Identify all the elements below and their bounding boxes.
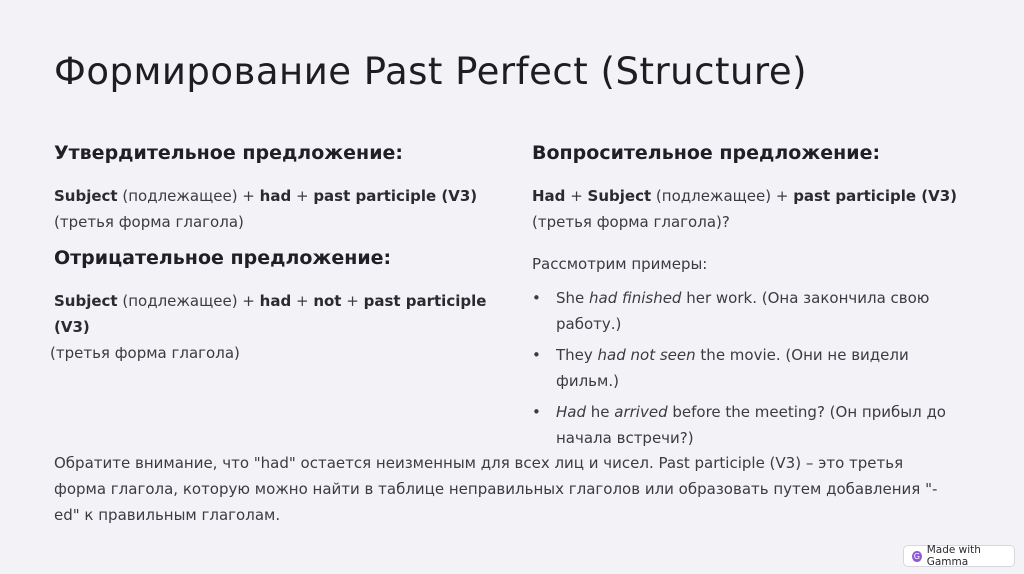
- plus-sign: +: [341, 292, 364, 310]
- gamma-logo-icon: G: [913, 551, 920, 561]
- had-term: had: [259, 292, 292, 310]
- subject-note: (подлежащее) +: [651, 187, 794, 205]
- negative-formula: [50, 288, 494, 366]
- example-emphasis: had finished: [589, 289, 682, 307]
- plus-sign: +: [565, 187, 588, 205]
- badge-label: Made with Gamma: [926, 544, 981, 568]
- example-text: her work. (Она закончила свою работу.): [556, 289, 930, 333]
- plus-sign: +: [291, 292, 314, 310]
- formula-tail: (третья форма глагола): [54, 213, 244, 231]
- subject-note: (подлежащее) +: [117, 187, 260, 205]
- example-text: he: [586, 403, 615, 421]
- formula-tail: (третья форма глагола): [50, 344, 240, 362]
- subject-term: Subject: [54, 292, 118, 310]
- participle-term: past participle (V3): [54, 292, 487, 336]
- participle-term: past participle (V3): [793, 187, 958, 205]
- right-column: [532, 140, 972, 456]
- list-item: [532, 399, 972, 451]
- left-column: [50, 140, 494, 366]
- examples-list: [532, 285, 972, 451]
- examples-intro: Рассмотрим примеры:: [532, 255, 708, 273]
- subject-term: Subject: [54, 187, 118, 205]
- bullet-icon: •: [532, 289, 541, 307]
- list-item: [532, 342, 972, 394]
- bullet-icon: •: [532, 403, 541, 421]
- had-term: had: [259, 187, 292, 205]
- negative-heading: Отрицательное предложение:: [54, 247, 392, 269]
- made-with-gamma-badge[interactable]: [903, 545, 1015, 567]
- subject-note: (подлежащее) +: [117, 292, 260, 310]
- example-text: before the meeting? (Он прибыл до начала встречи?): [556, 403, 946, 447]
- footer-note: Обратите внимание, что "had" остается неизменным для всех лиц и чисел. Past participle (V3) – это третья форма глагола, которую можно найти в таблице неправильных глаголов или образовать путем добавления "-ed" к правильным глаголам.: [54, 454, 938, 524]
- example-text: They: [556, 346, 598, 364]
- example-emphasis: arrived: [614, 403, 668, 421]
- page-title: Формирование Past Perfect (Structure): [54, 50, 808, 93]
- participle-term: past participle (V3): [313, 187, 478, 205]
- affirmative-heading: Утвердительное предложение:: [54, 142, 403, 164]
- question-formula: [532, 183, 972, 235]
- formula-tail: (третья форма глагола)?: [532, 213, 730, 231]
- affirmative-formula: [54, 183, 494, 235]
- example-text: the movie. (Они не видели фильм.): [556, 346, 909, 390]
- list-item: [532, 285, 972, 337]
- example-emphasis: Had: [556, 403, 586, 421]
- plus-sign: +: [291, 187, 314, 205]
- bullet-icon: •: [532, 346, 541, 364]
- question-heading: Вопросительное предложение:: [532, 142, 881, 164]
- not-term: not: [313, 292, 342, 310]
- example-text: She: [556, 289, 590, 307]
- example-emphasis: had not seen: [597, 346, 696, 364]
- subject-term: Subject: [587, 187, 652, 205]
- had-term: Had: [532, 187, 566, 205]
